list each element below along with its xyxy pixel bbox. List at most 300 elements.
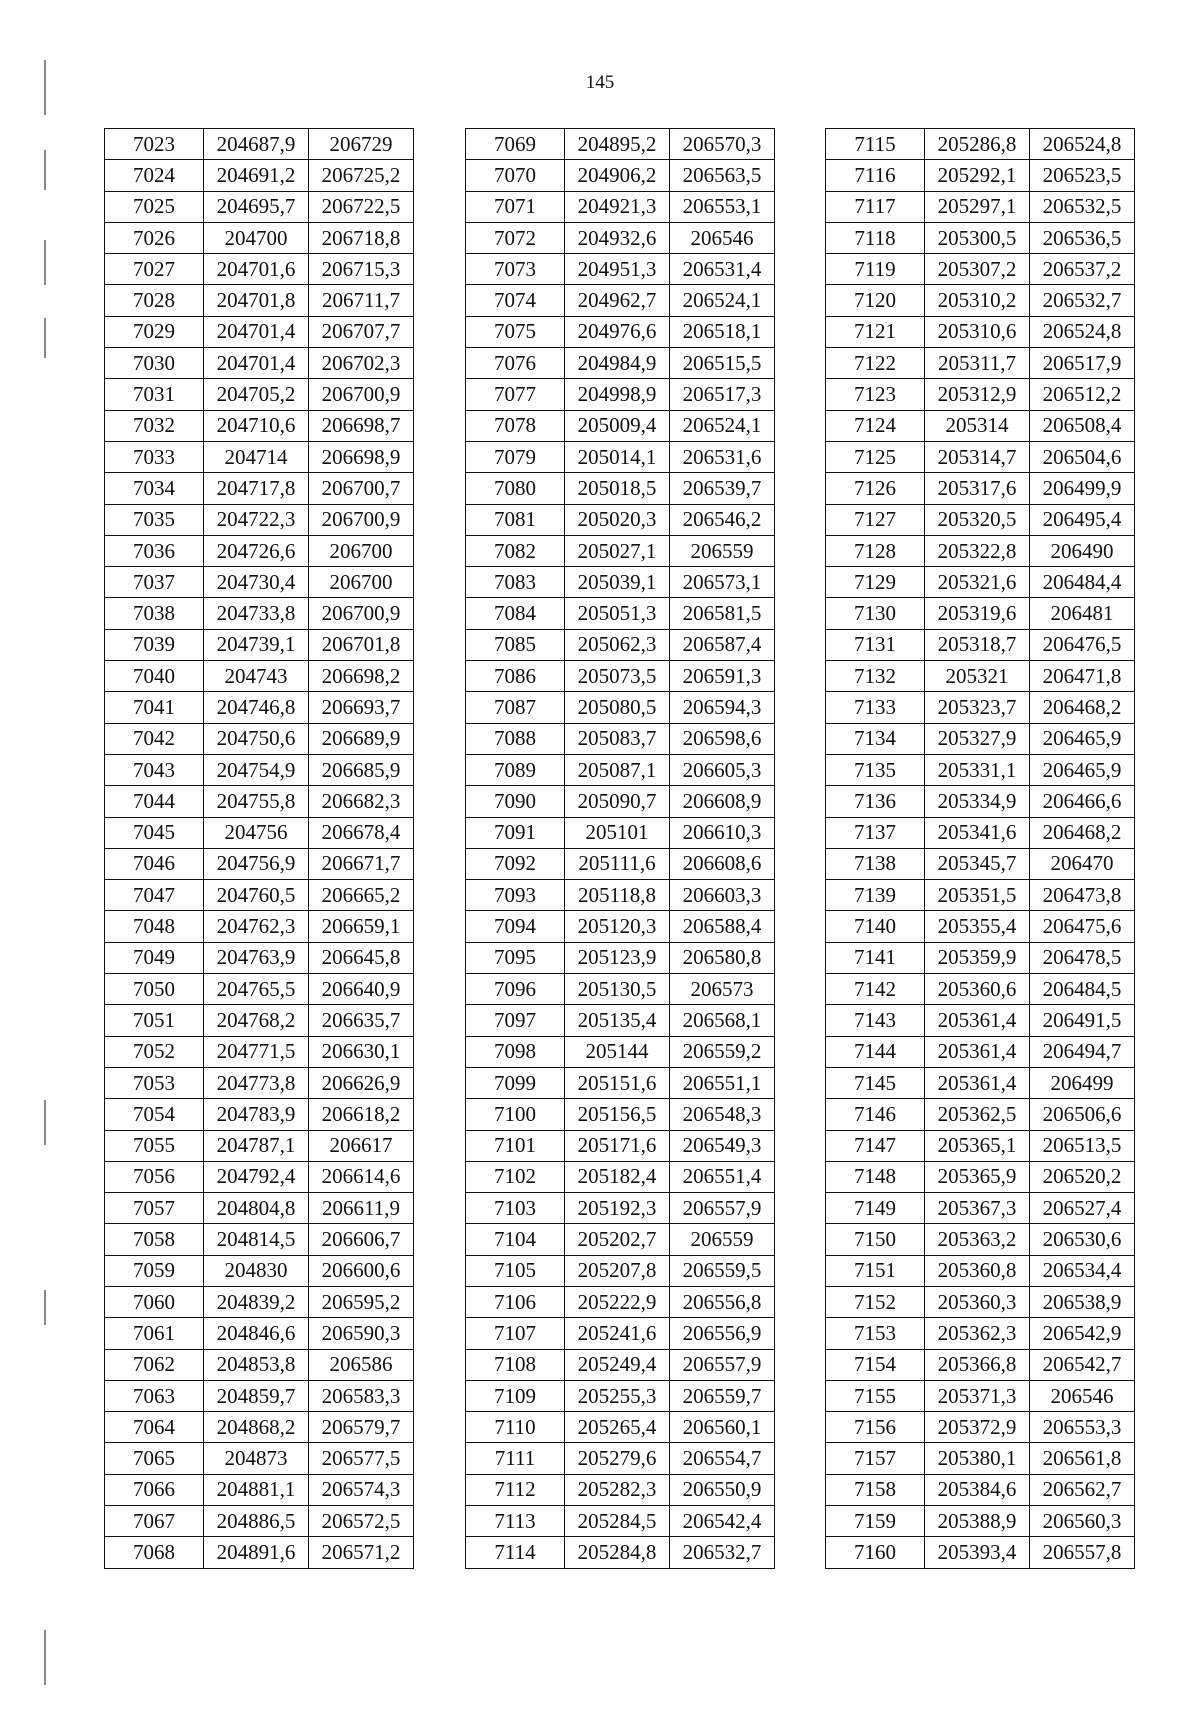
- point-number-cell: 7081: [466, 504, 565, 535]
- table-row: [826, 880, 1135, 911]
- coordinate-table-1: [104, 128, 414, 1569]
- x-coordinate-cell: 204783,9: [204, 1099, 309, 1130]
- point-number-cell: 7154: [826, 1349, 925, 1380]
- point-number-cell: 7157: [826, 1443, 925, 1474]
- margin-mark: [44, 240, 46, 285]
- table-row: [466, 1005, 775, 1036]
- point-number-cell: 7103: [466, 1193, 565, 1224]
- x-coordinate-cell: 204754,9: [204, 754, 309, 785]
- y-coordinate-cell: 206550,9: [670, 1474, 775, 1505]
- y-coordinate-cell: 206559,5: [670, 1255, 775, 1286]
- table-row: [826, 1099, 1135, 1130]
- y-coordinate-cell: 206606,7: [309, 1224, 414, 1255]
- point-number-cell: 7099: [466, 1067, 565, 1098]
- point-number-cell: 7037: [105, 567, 204, 598]
- point-number-cell: 7077: [466, 379, 565, 410]
- table-row: [826, 348, 1135, 379]
- x-coordinate-cell: 204756,9: [204, 848, 309, 879]
- x-coordinate-cell: 204773,8: [204, 1067, 309, 1098]
- x-coordinate-cell: 204763,9: [204, 942, 309, 973]
- point-number-cell: 7141: [826, 942, 925, 973]
- table-row: [466, 1099, 775, 1130]
- x-coordinate-cell: 204700: [204, 222, 309, 253]
- x-coordinate-cell: 205312,9: [925, 379, 1030, 410]
- x-coordinate-cell: 205380,1: [925, 1443, 1030, 1474]
- table-row: [826, 817, 1135, 848]
- x-coordinate-cell: 205323,7: [925, 692, 1030, 723]
- point-number-cell: 7089: [466, 754, 565, 785]
- y-coordinate-cell: 206698,7: [309, 410, 414, 441]
- x-coordinate-cell: 204687,9: [204, 129, 309, 160]
- table-row: [105, 598, 414, 629]
- x-coordinate-cell: 205310,6: [925, 316, 1030, 347]
- table-row: [826, 1537, 1135, 1568]
- point-number-cell: 7137: [826, 817, 925, 848]
- x-coordinate-cell: 205321: [925, 661, 1030, 692]
- y-coordinate-cell: 206682,3: [309, 786, 414, 817]
- x-coordinate-cell: 205120,3: [565, 911, 670, 942]
- x-coordinate-cell: 204743: [204, 661, 309, 692]
- x-coordinate-cell: 205182,4: [565, 1161, 670, 1192]
- x-coordinate-cell: 204750,6: [204, 723, 309, 754]
- y-coordinate-cell: 206494,7: [1030, 1036, 1135, 1067]
- x-coordinate-cell: 205156,5: [565, 1099, 670, 1130]
- table-row: [466, 1474, 775, 1505]
- x-coordinate-cell: 205018,5: [565, 473, 670, 504]
- x-coordinate-cell: 204886,5: [204, 1506, 309, 1537]
- table-row: [105, 441, 414, 472]
- point-number-cell: 7107: [466, 1318, 565, 1349]
- point-number-cell: 7032: [105, 410, 204, 441]
- table-row: [466, 129, 775, 160]
- x-coordinate-cell: 205083,7: [565, 723, 670, 754]
- y-coordinate-cell: 206484,4: [1030, 567, 1135, 598]
- point-number-cell: 7095: [466, 942, 565, 973]
- table-row: [105, 1349, 414, 1380]
- table-row: [466, 1255, 775, 1286]
- table-row: [826, 754, 1135, 785]
- y-coordinate-cell: 206557,8: [1030, 1537, 1135, 1568]
- y-coordinate-cell: 206630,1: [309, 1036, 414, 1067]
- x-coordinate-cell: 204906,2: [565, 160, 670, 191]
- y-coordinate-cell: 206524,1: [670, 285, 775, 316]
- x-coordinate-cell: 204792,4: [204, 1161, 309, 1192]
- table-row: [105, 222, 414, 253]
- table-row: [466, 1286, 775, 1317]
- y-coordinate-cell: 206700: [309, 567, 414, 598]
- table-row: [826, 661, 1135, 692]
- y-coordinate-cell: 206559,7: [670, 1380, 775, 1411]
- table-row: [466, 754, 775, 785]
- x-coordinate-cell: 205279,6: [565, 1443, 670, 1474]
- point-number-cell: 7091: [466, 817, 565, 848]
- table-row: [105, 911, 414, 942]
- x-coordinate-cell: 204771,5: [204, 1036, 309, 1067]
- point-number-cell: 7052: [105, 1036, 204, 1067]
- point-number-cell: 7041: [105, 692, 204, 723]
- table-row: [826, 942, 1135, 973]
- x-coordinate-cell: 205341,6: [925, 817, 1030, 848]
- y-coordinate-cell: 206707,7: [309, 316, 414, 347]
- table-row: [826, 1193, 1135, 1224]
- y-coordinate-cell: 206531,6: [670, 441, 775, 472]
- x-coordinate-cell: 205144: [565, 1036, 670, 1067]
- y-coordinate-cell: 206515,5: [670, 348, 775, 379]
- y-coordinate-cell: 206700,9: [309, 504, 414, 535]
- x-coordinate-cell: 204760,5: [204, 880, 309, 911]
- point-number-cell: 7105: [466, 1255, 565, 1286]
- y-coordinate-cell: 206517,9: [1030, 348, 1135, 379]
- point-number-cell: 7159: [826, 1506, 925, 1537]
- table-row: [466, 1380, 775, 1411]
- y-coordinate-cell: 206600,6: [309, 1255, 414, 1286]
- x-coordinate-cell: 205388,9: [925, 1506, 1030, 1537]
- y-coordinate-cell: 206561,8: [1030, 1443, 1135, 1474]
- y-coordinate-cell: 206729: [309, 129, 414, 160]
- y-coordinate-cell: 206590,3: [309, 1318, 414, 1349]
- y-coordinate-cell: 206542,4: [670, 1506, 775, 1537]
- point-number-cell: 7117: [826, 191, 925, 222]
- point-number-cell: 7108: [466, 1349, 565, 1380]
- point-number-cell: 7059: [105, 1255, 204, 1286]
- point-number-cell: 7143: [826, 1005, 925, 1036]
- x-coordinate-cell: 205372,9: [925, 1412, 1030, 1443]
- y-coordinate-cell: 206611,9: [309, 1193, 414, 1224]
- y-coordinate-cell: 206491,5: [1030, 1005, 1135, 1036]
- point-number-cell: 7026: [105, 222, 204, 253]
- point-number-cell: 7112: [466, 1474, 565, 1505]
- point-number-cell: 7045: [105, 817, 204, 848]
- table-row: [466, 1537, 775, 1568]
- point-number-cell: 7129: [826, 567, 925, 598]
- y-coordinate-cell: 206568,1: [670, 1005, 775, 1036]
- x-coordinate-cell: 205318,7: [925, 629, 1030, 660]
- x-coordinate-cell: 205286,8: [925, 129, 1030, 160]
- point-number-cell: 7132: [826, 661, 925, 692]
- y-coordinate-cell: 206608,6: [670, 848, 775, 879]
- point-number-cell: 7070: [466, 160, 565, 191]
- y-coordinate-cell: 206640,9: [309, 974, 414, 1005]
- y-coordinate-cell: 206548,3: [670, 1099, 775, 1130]
- table-row: [826, 160, 1135, 191]
- point-number-cell: 7058: [105, 1224, 204, 1255]
- x-coordinate-cell: 205300,5: [925, 222, 1030, 253]
- table-row: [826, 441, 1135, 472]
- table-row: [826, 254, 1135, 285]
- table-row: [105, 661, 414, 692]
- y-coordinate-cell: 206532,7: [670, 1537, 775, 1568]
- x-coordinate-cell: 204705,2: [204, 379, 309, 410]
- point-number-cell: 7060: [105, 1286, 204, 1317]
- point-number-cell: 7142: [826, 974, 925, 1005]
- margin-mark: [44, 150, 46, 190]
- point-number-cell: 7029: [105, 316, 204, 347]
- table-row: [466, 1161, 775, 1192]
- table-row: [466, 504, 775, 535]
- margin-mark: [44, 318, 46, 358]
- y-coordinate-cell: 206570,3: [670, 129, 775, 160]
- y-coordinate-cell: 206559: [670, 1224, 775, 1255]
- y-coordinate-cell: 206587,4: [670, 629, 775, 660]
- table-row: [466, 1506, 775, 1537]
- table-row: [466, 285, 775, 316]
- point-number-cell: 7051: [105, 1005, 204, 1036]
- y-coordinate-cell: 206471,8: [1030, 661, 1135, 692]
- table-row: [826, 1255, 1135, 1286]
- x-coordinate-cell: 205130,5: [565, 974, 670, 1005]
- table-row: [466, 191, 775, 222]
- x-coordinate-cell: 204853,8: [204, 1349, 309, 1380]
- table-row: [105, 348, 414, 379]
- table-row: [466, 410, 775, 441]
- x-coordinate-cell: 205135,4: [565, 1005, 670, 1036]
- y-coordinate-cell: 206617: [309, 1130, 414, 1161]
- point-number-cell: 7053: [105, 1067, 204, 1098]
- point-number-cell: 7072: [466, 222, 565, 253]
- y-coordinate-cell: 206698,9: [309, 441, 414, 472]
- table-row: [466, 786, 775, 817]
- y-coordinate-cell: 206678,4: [309, 817, 414, 848]
- point-number-cell: 7134: [826, 723, 925, 754]
- x-coordinate-cell: 205351,5: [925, 880, 1030, 911]
- margin-mark: [44, 1290, 46, 1325]
- point-number-cell: 7027: [105, 254, 204, 285]
- x-coordinate-cell: 205292,1: [925, 160, 1030, 191]
- x-coordinate-cell: 205020,3: [565, 504, 670, 535]
- y-coordinate-cell: 206595,2: [309, 1286, 414, 1317]
- y-coordinate-cell: 206580,8: [670, 942, 775, 973]
- x-coordinate-cell: 204998,9: [565, 379, 670, 410]
- x-coordinate-cell: 204804,8: [204, 1193, 309, 1224]
- y-coordinate-cell: 206512,2: [1030, 379, 1135, 410]
- y-coordinate-cell: 206532,7: [1030, 285, 1135, 316]
- table-row: [826, 1130, 1135, 1161]
- point-number-cell: 7055: [105, 1130, 204, 1161]
- table-row: [105, 1286, 414, 1317]
- table-row: [826, 191, 1135, 222]
- y-coordinate-cell: 206659,1: [309, 911, 414, 942]
- point-number-cell: 7086: [466, 661, 565, 692]
- table-row: [826, 598, 1135, 629]
- x-coordinate-cell: 205361,4: [925, 1036, 1030, 1067]
- x-coordinate-cell: 204859,7: [204, 1380, 309, 1411]
- table-row: [105, 316, 414, 347]
- point-number-cell: 7150: [826, 1224, 925, 1255]
- y-coordinate-cell: 206557,9: [670, 1349, 775, 1380]
- point-number-cell: 7133: [826, 692, 925, 723]
- point-number-cell: 7082: [466, 535, 565, 566]
- point-number-cell: 7131: [826, 629, 925, 660]
- y-coordinate-cell: 206518,1: [670, 316, 775, 347]
- table-row: [105, 504, 414, 535]
- table-row: [105, 817, 414, 848]
- table-row: [826, 1443, 1135, 1474]
- x-coordinate-cell: 205360,3: [925, 1286, 1030, 1317]
- table-row: [466, 974, 775, 1005]
- table-row: [826, 848, 1135, 879]
- point-number-cell: 7088: [466, 723, 565, 754]
- table-row: [105, 974, 414, 1005]
- y-coordinate-cell: 206701,8: [309, 629, 414, 660]
- y-coordinate-cell: 206700,7: [309, 473, 414, 504]
- y-coordinate-cell: 206559: [670, 535, 775, 566]
- table-row: [105, 1412, 414, 1443]
- table-row: [105, 1506, 414, 1537]
- x-coordinate-cell: 205241,6: [565, 1318, 670, 1349]
- x-coordinate-cell: 205334,9: [925, 786, 1030, 817]
- table-row: [105, 254, 414, 285]
- x-coordinate-cell: 204765,5: [204, 974, 309, 1005]
- table-row: [105, 567, 414, 598]
- x-coordinate-cell: 204701,6: [204, 254, 309, 285]
- x-coordinate-cell: 205361,4: [925, 1067, 1030, 1098]
- x-coordinate-cell: 205363,2: [925, 1224, 1030, 1255]
- y-coordinate-cell: 206560,1: [670, 1412, 775, 1443]
- point-number-cell: 7038: [105, 598, 204, 629]
- table-row: [466, 1067, 775, 1098]
- table-row: [826, 285, 1135, 316]
- table-row: [466, 567, 775, 598]
- table-row: [105, 1474, 414, 1505]
- margin-mark: [44, 1100, 46, 1145]
- x-coordinate-cell: 205284,8: [565, 1537, 670, 1568]
- point-number-cell: 7110: [466, 1412, 565, 1443]
- y-coordinate-cell: 206557,9: [670, 1193, 775, 1224]
- table-row: [105, 473, 414, 504]
- point-number-cell: 7130: [826, 598, 925, 629]
- table-row: [826, 1349, 1135, 1380]
- table-row: [466, 1036, 775, 1067]
- y-coordinate-cell: 206573: [670, 974, 775, 1005]
- table-row: [826, 379, 1135, 410]
- table-row: [826, 1380, 1135, 1411]
- x-coordinate-cell: 204921,3: [565, 191, 670, 222]
- point-number-cell: 7084: [466, 598, 565, 629]
- point-number-cell: 7139: [826, 880, 925, 911]
- point-number-cell: 7149: [826, 1193, 925, 1224]
- table-row: [105, 1318, 414, 1349]
- x-coordinate-cell: 204768,2: [204, 1005, 309, 1036]
- y-coordinate-cell: 206594,3: [670, 692, 775, 723]
- point-number-cell: 7124: [826, 410, 925, 441]
- y-coordinate-cell: 206598,6: [670, 723, 775, 754]
- point-number-cell: 7152: [826, 1286, 925, 1317]
- x-coordinate-cell: 204839,2: [204, 1286, 309, 1317]
- table-row: [826, 473, 1135, 504]
- x-coordinate-cell: 204868,2: [204, 1412, 309, 1443]
- y-coordinate-cell: 206562,7: [1030, 1474, 1135, 1505]
- point-number-cell: 7146: [826, 1099, 925, 1130]
- point-number-cell: 7071: [466, 191, 565, 222]
- y-coordinate-cell: 206689,9: [309, 723, 414, 754]
- table-row: [105, 942, 414, 973]
- y-coordinate-cell: 206527,4: [1030, 1193, 1135, 1224]
- point-number-cell: 7050: [105, 974, 204, 1005]
- table-row: [105, 1099, 414, 1130]
- table-row: [826, 1286, 1135, 1317]
- y-coordinate-cell: 206465,9: [1030, 754, 1135, 785]
- y-coordinate-cell: 206556,9: [670, 1318, 775, 1349]
- table-row: [826, 911, 1135, 942]
- x-coordinate-cell: 204830: [204, 1255, 309, 1286]
- point-number-cell: 7085: [466, 629, 565, 660]
- table-row: [826, 723, 1135, 754]
- y-coordinate-cell: 206484,5: [1030, 974, 1135, 1005]
- x-coordinate-cell: 205310,2: [925, 285, 1030, 316]
- table-row: [826, 786, 1135, 817]
- table-row: [105, 880, 414, 911]
- table-row: [105, 535, 414, 566]
- x-coordinate-cell: 204895,2: [565, 129, 670, 160]
- y-coordinate-cell: 206551,1: [670, 1067, 775, 1098]
- table-row: [826, 1224, 1135, 1255]
- y-coordinate-cell: 206581,5: [670, 598, 775, 629]
- point-number-cell: 7068: [105, 1537, 204, 1568]
- x-coordinate-cell: 205360,8: [925, 1255, 1030, 1286]
- point-number-cell: 7097: [466, 1005, 565, 1036]
- table-row: [826, 129, 1135, 160]
- x-coordinate-cell: 204733,8: [204, 598, 309, 629]
- y-coordinate-cell: 206645,8: [309, 942, 414, 973]
- table-row: [105, 1130, 414, 1161]
- table-row: [826, 567, 1135, 598]
- point-number-cell: 7067: [105, 1506, 204, 1537]
- point-number-cell: 7064: [105, 1412, 204, 1443]
- point-number-cell: 7061: [105, 1318, 204, 1349]
- y-coordinate-cell: 206481: [1030, 598, 1135, 629]
- y-coordinate-cell: 206531,4: [670, 254, 775, 285]
- point-number-cell: 7147: [826, 1130, 925, 1161]
- table-row: [466, 817, 775, 848]
- table-row: [105, 1193, 414, 1224]
- y-coordinate-cell: 206524,8: [1030, 316, 1135, 347]
- x-coordinate-cell: 204814,5: [204, 1224, 309, 1255]
- table-row: [466, 1224, 775, 1255]
- x-coordinate-cell: 205202,7: [565, 1224, 670, 1255]
- x-coordinate-cell: 205322,8: [925, 535, 1030, 566]
- table-row: [466, 848, 775, 879]
- y-coordinate-cell: 206537,2: [1030, 254, 1135, 285]
- y-coordinate-cell: 206551,4: [670, 1161, 775, 1192]
- x-coordinate-cell: 204730,4: [204, 567, 309, 598]
- point-number-cell: 7098: [466, 1036, 565, 1067]
- x-coordinate-cell: 205118,8: [565, 880, 670, 911]
- y-coordinate-cell: 206468,2: [1030, 692, 1135, 723]
- y-coordinate-cell: 206490: [1030, 535, 1135, 566]
- coordinate-table-2: [465, 128, 775, 1569]
- point-number-cell: 7113: [466, 1506, 565, 1537]
- x-coordinate-cell: 205255,3: [565, 1380, 670, 1411]
- x-coordinate-cell: 205384,6: [925, 1474, 1030, 1505]
- y-coordinate-cell: 206574,3: [309, 1474, 414, 1505]
- y-coordinate-cell: 206635,7: [309, 1005, 414, 1036]
- y-coordinate-cell: 206475,6: [1030, 911, 1135, 942]
- x-coordinate-cell: 204756: [204, 817, 309, 848]
- x-coordinate-cell: 204726,6: [204, 535, 309, 566]
- point-number-cell: 7121: [826, 316, 925, 347]
- table-row: [105, 285, 414, 316]
- point-number-cell: 7043: [105, 754, 204, 785]
- point-number-cell: 7135: [826, 754, 925, 785]
- point-number-cell: 7144: [826, 1036, 925, 1067]
- point-number-cell: 7069: [466, 129, 565, 160]
- y-coordinate-cell: 206546,2: [670, 504, 775, 535]
- y-coordinate-cell: 206495,4: [1030, 504, 1135, 535]
- x-coordinate-cell: 205090,7: [565, 786, 670, 817]
- x-coordinate-cell: 205362,5: [925, 1099, 1030, 1130]
- point-number-cell: 7156: [826, 1412, 925, 1443]
- table-row: [105, 191, 414, 222]
